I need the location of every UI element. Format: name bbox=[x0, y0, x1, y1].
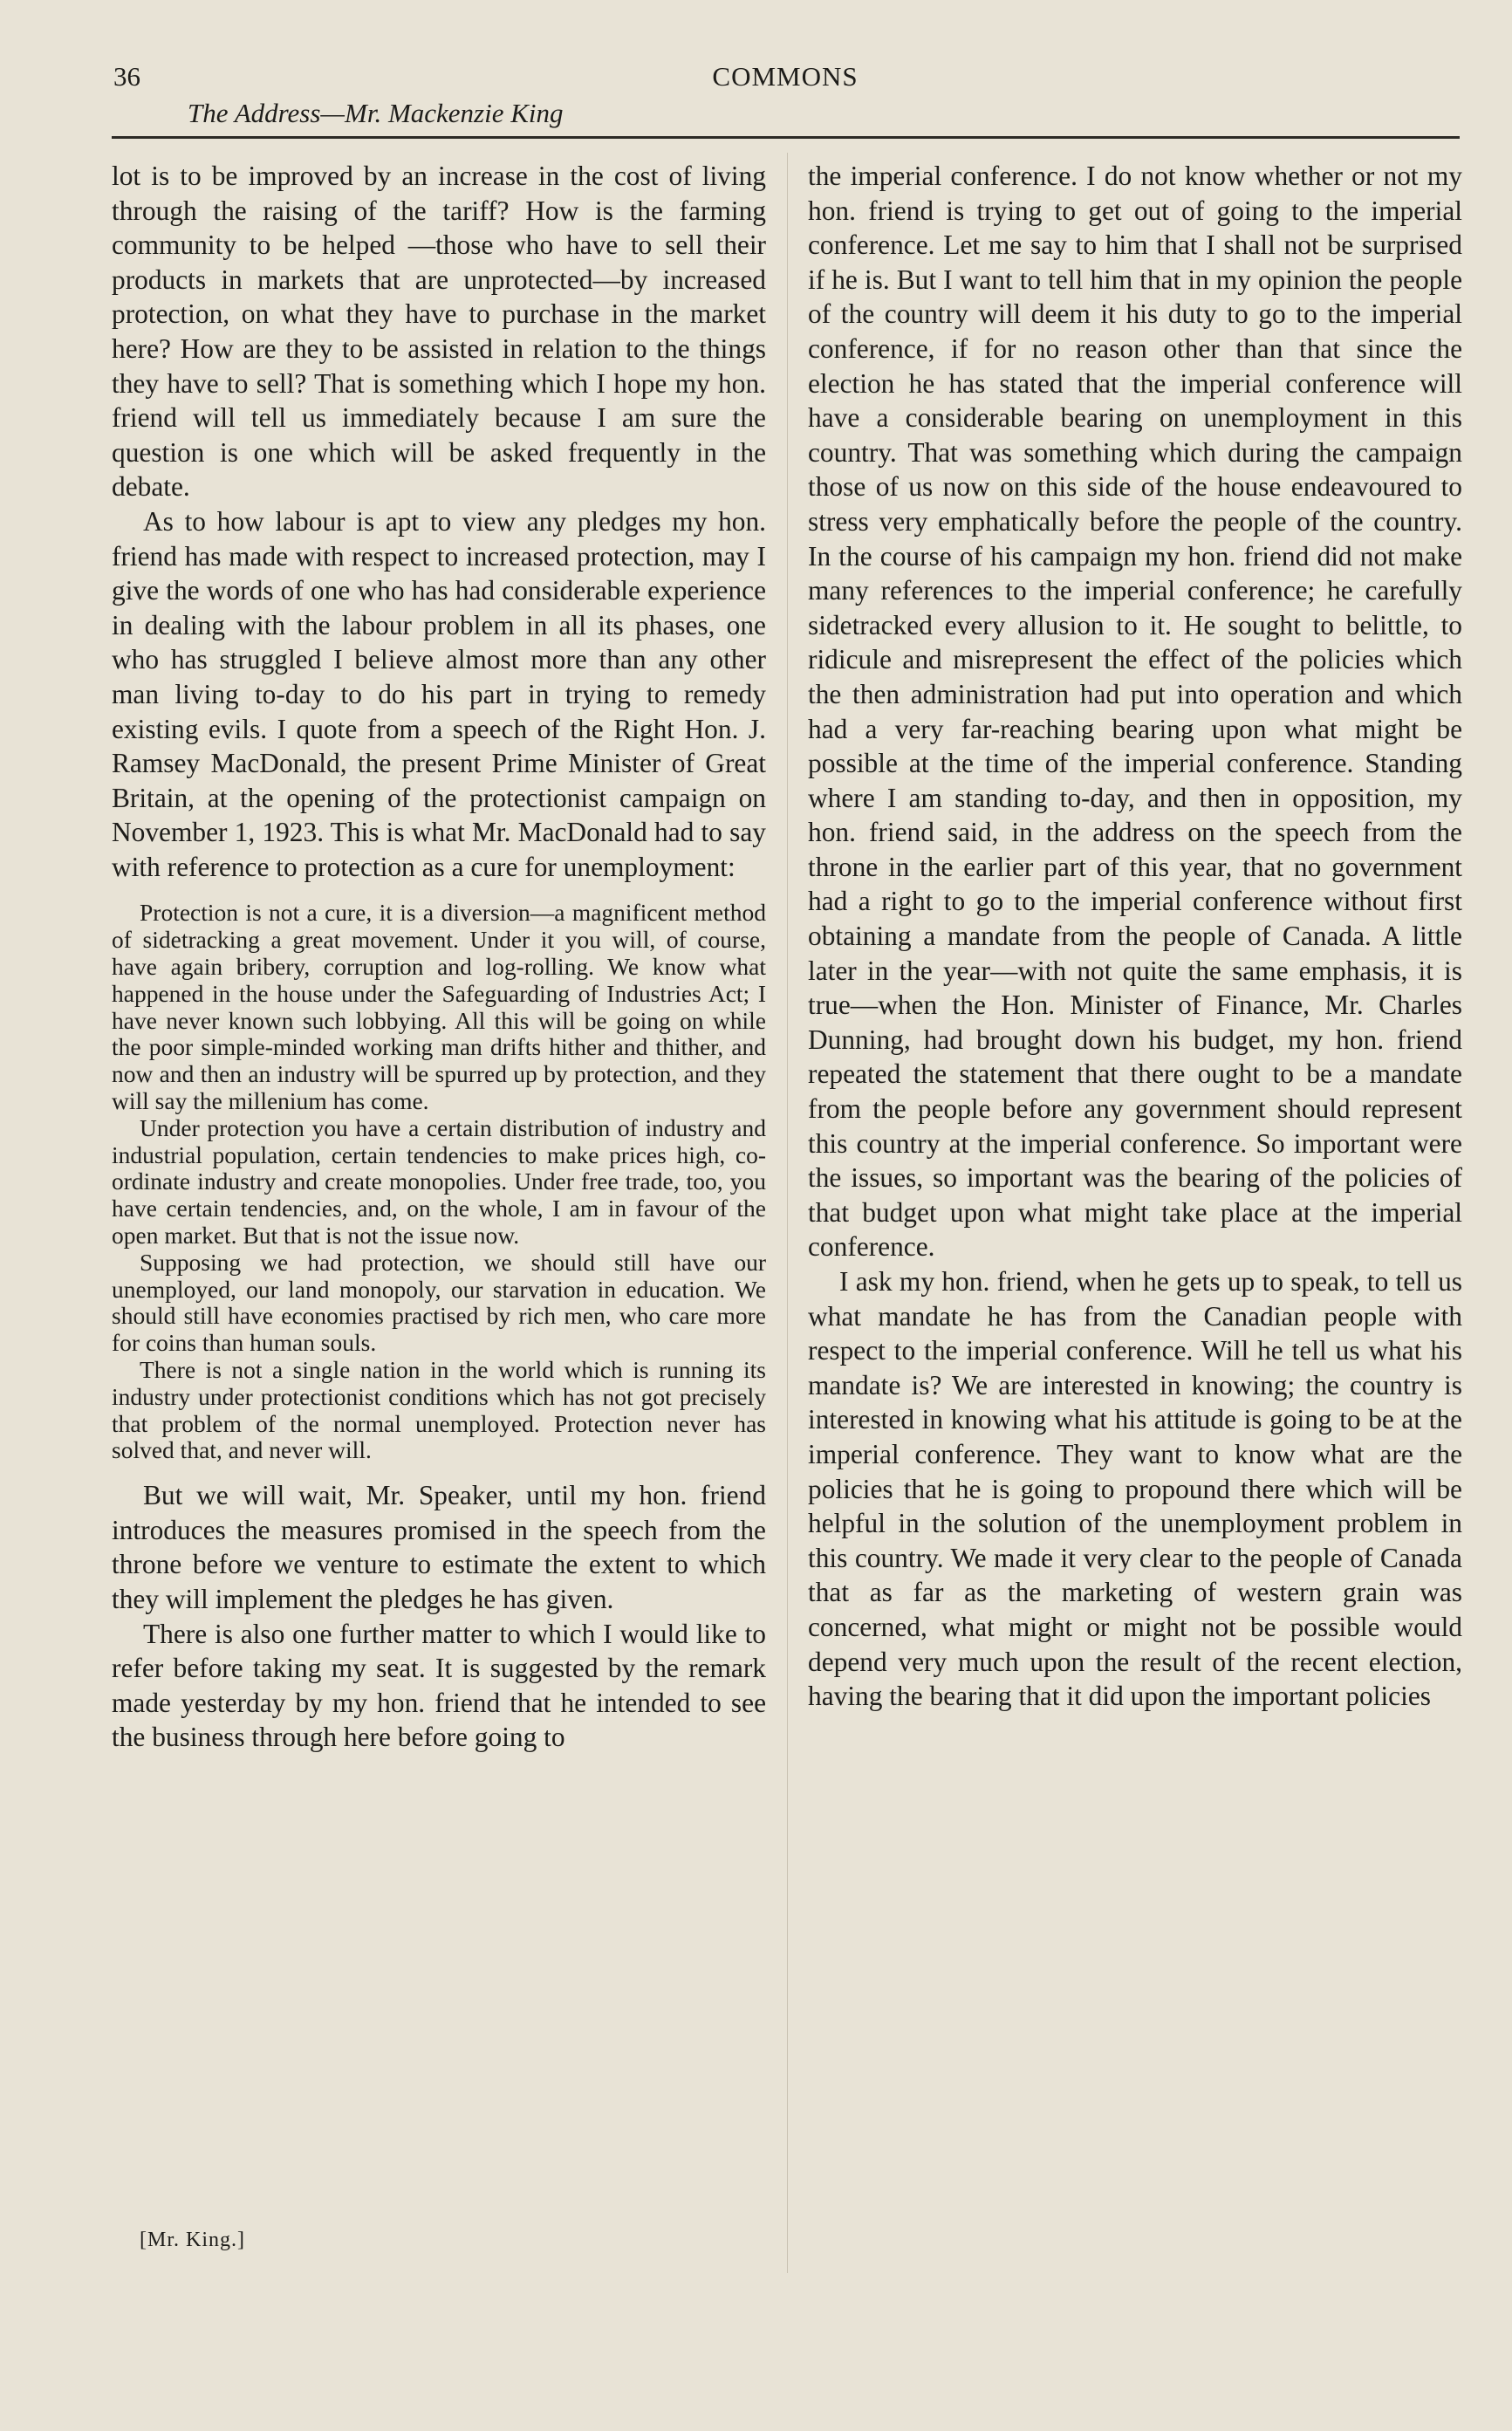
paragraph: the imperial conference. I do not know whether or not my hon. friend is trying to get out of going to the imperial conference. Let me say to him that I shall not be surprised if he is. But I want to tell him that in my opinion the people of the country will deem it his duty to go to the imperial conference, if for no reason other than that since the election he has stated that the imperial conference will have a considerable bearing on unemployment in this country. That was something which during the campaign those of us now on this side of the house endeavoured to stress very emphatically before the people of the country. In the course of his campaign my hon. friend did not make many references to the imperial conference; he carefully sidetracked every allusion to it. He sought to belittle, to ridicule and misrepresent the effect of the policies which the then administration had put into operation and which had a very far-reaching bearing upon what might be possible at the time of the imperial conference. Standing where I am standing to-day, and then in opposition, my hon. friend said, in the address on the speech from the throne in the earlier part of this year, that no government had a right to go to the imperial conference without first obtaining a mandate from the people of Canada. A little later in the year—with not quite the same emphasis, it is true—when the Hon. Minister of Finance, Mr. Charles Dunning, had brought down his budget, my hon. friend repeated the statement that there ought to be a mandate from the people before any government should represent this country at the imperial conference. So important were the issues, so important was the bearing of the policies of that budget upon what might take place at the imperial conference. bbox=[808, 161, 1462, 1263]
right-column bbox=[808, 159, 1462, 2288]
quote-paragraph: There is not a single nation in the world which is running its industry under protectionist conditions which has not got precisely that problem of the normal unemployed. Protection never has solved that, and never will. bbox=[112, 1356, 766, 1464]
left-column bbox=[112, 159, 766, 2288]
quote-paragraph: Protection is not a cure, it is a diversion—a magnificent method of sidetracking a great movement. Under it you will, of course, have again bribery, corruption and log-rolling. We know what happened in the house under the Safeguarding of Industries Act; I have never known such lobbying. All this will be going on while the poor simple-minded working man drifts hither and thither, and now and then an industry will be spurred up by protection, and they will say the millenium has come. bbox=[112, 899, 766, 1115]
quote-paragraph: Under protection you have a certain distribution of industry and industrial population, certain tendencies to make prices high, co-ordinate industry and create monopolies. Under free trade, too, you have certain tendencies, and, on the whole, I am in favour of the open market. But that is not the issue now. bbox=[112, 1113, 766, 1250]
quote-paragraph: Supposing we had protection, we should still have our unemployed, our land monopoly, our starvation in education. We should still have economies practised by rich men, who care more for coins than human souls. bbox=[112, 1248, 766, 1357]
paragraph: I ask my hon. friend, when he gets up to speak, to tell us what mandate he has from the Canadian people with respect to the imperial conference. Will he tell us what his mandate is? We are interested in knowing; the country is interested in knowing what his attitude is going to be at the imperial conference. They want to know what are the policies that he is going to propound there which will be helpful in the solution of the unemployment problem in this country. We made it very clear to the people of Canada that as far as the marketing of western grain was concerned, what might or might not be possible would depend very much upon the result of the recent election, having the bearing that it did upon the important policies bbox=[808, 1266, 1462, 1712]
column-divider bbox=[787, 153, 788, 2273]
running-title: COMMONS bbox=[712, 61, 859, 92]
paragraph: But we will wait, Mr. Speaker, until my hon. friend introduces the measures promised in the speech from the throne before we venture to estimate the extent to which they will implement the pledges he has given. bbox=[112, 1480, 766, 1614]
page-number: 36 bbox=[113, 61, 140, 92]
paragraph: There is also one further matter to which I would like to refer before taking my seat. It is suggested by the remark made yesterday by my hon. friend that he intended to see the business through here before going to bbox=[112, 1618, 766, 1753]
paragraph: As to how labour is apt to view any pledges my hon. friend has made with respect to increased protection, may I give the words of one who has had considerable experience in dealing with the labour problem in all its phases, one who has struggled I believe almost more than any other man living to-day to do his part in trying to remedy existing evils. I quote from a speech of the Right Hon. J. Ramsey MacDonald, the present Prime Minister of Great Britain, at the opening of the protectionist campaign on November 1, 1923. This is what Mr. MacDonald had to say with reference to protection as a cure for unemployment: bbox=[112, 505, 766, 882]
speaker-footer: [Mr. King.] bbox=[140, 2229, 245, 2251]
block-quote bbox=[112, 900, 766, 1464]
paragraph: lot is to be improved by an increase in the cost of living through the raising of the tariff? How is the farming community to be helped —those who have to sell their products in markets that are unprotected—by increased protection, on what they have to purchase in the market here? How are they to be assisted in relation to the things they have to sell? That is something which I hope my hon. friend will tell us immediately because I am sure the question is one which will be asked frequently in the debate. bbox=[112, 161, 766, 503]
page-subheading: The Address—Mr. Mackenzie King bbox=[188, 98, 564, 128]
page-header bbox=[113, 61, 1457, 131]
header-rule bbox=[112, 136, 1460, 139]
